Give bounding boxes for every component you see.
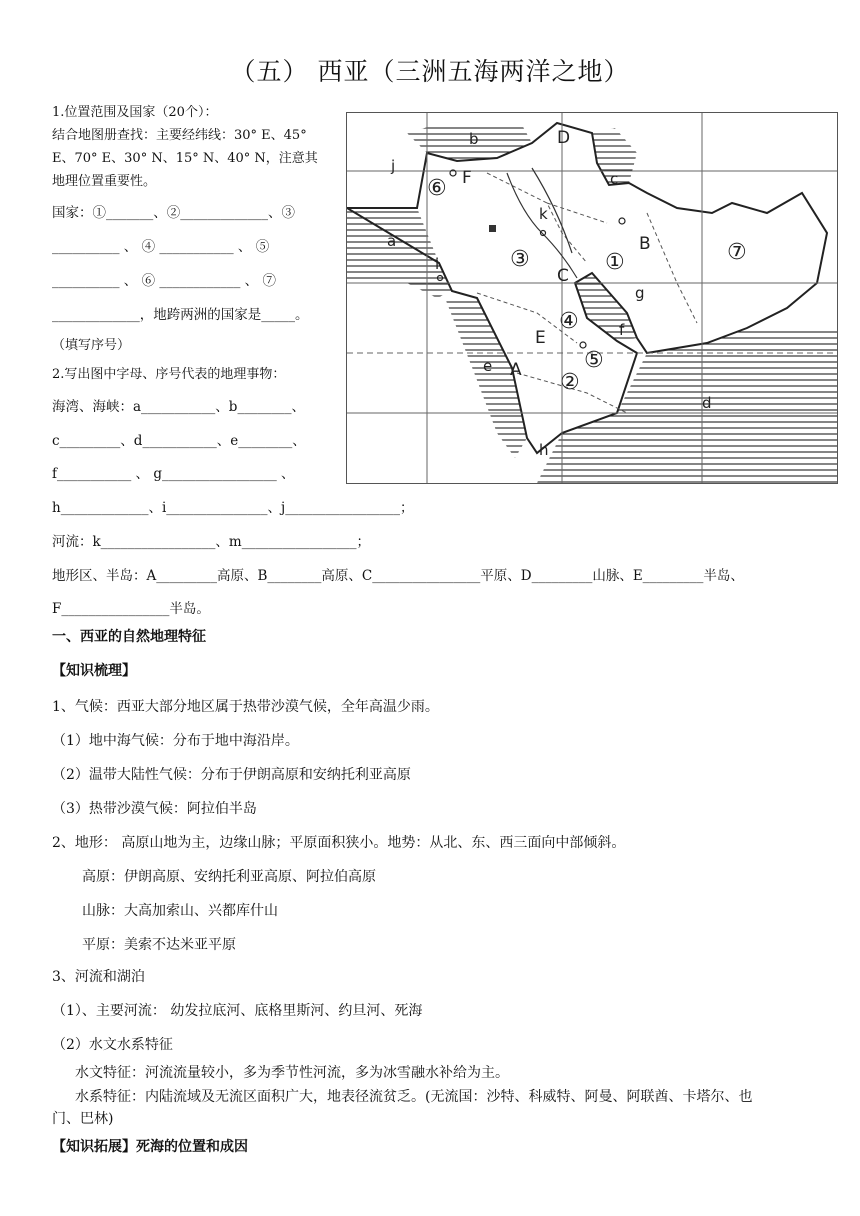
q2-terrain-line-2: F________________半岛。 — [52, 601, 210, 617]
system-line-1: 水系特征：内陆流域及无流区面积广大，地表径流贫乏。(无流国：沙特、科威特、阿曼、阿联酋、卡塔尔、也 — [75, 1089, 753, 1105]
knowledge-tag: 【知识梳理】 — [52, 663, 136, 679]
map-number-4: ④ — [559, 309, 579, 334]
hydro-line: 水文特征：河流流量较小，多为季节性河流，多为冰雪融水补给为主。 — [75, 1065, 509, 1081]
map-label-a: a — [387, 232, 397, 250]
map-label-i: i — [435, 255, 440, 273]
map-label-C: C — [557, 266, 569, 286]
q2-bays-line-4: h_____________、i_______________、j_________________； — [52, 500, 414, 516]
extension-heading — [52, 1136, 248, 1156]
plateau-line: 高原：伊朗高原、安纳托利亚高原、阿拉伯高原 — [82, 869, 376, 885]
map-label-F: F — [462, 168, 472, 188]
map-number-5: ⑤ — [584, 348, 604, 373]
extension-tag: 【知识拓展】 — [52, 1139, 136, 1155]
map-label-c: c — [610, 170, 619, 188]
rivers-item-2: （2）水文水系特征 — [52, 1037, 173, 1053]
map-label-A: A — [510, 360, 522, 380]
q1-intro-line-3: 地理位置重要性。 — [52, 174, 157, 189]
q1-countries-line-1: 国家：①_______、②_____________、③ — [52, 205, 295, 221]
map-label-g: g — [635, 284, 645, 302]
map-number-2: ② — [560, 370, 580, 395]
q1-note: （填写序号） — [52, 338, 131, 353]
map-label-b: b — [469, 130, 479, 148]
q1-countries-line-3: __________ 、 ⑥ ____________ 、 ⑦ — [52, 273, 276, 289]
map-number-6: ⑥ — [427, 176, 447, 201]
climate-item-3: （3）热带沙漠气候：阿拉伯半岛 — [52, 801, 257, 817]
map-number-1: ① — [605, 250, 625, 275]
q1-countries-line-4: _____________，地跨两洲的国家是_____。 — [52, 307, 309, 323]
q2-bays-line-2: c_________、d___________、e________、 — [52, 433, 306, 449]
q2-terrain-line-1: 地形区、半岛：A_________高原、B________高原、C________________平原、D_________山脉、E_________半岛、 — [52, 568, 744, 584]
section-1-heading: 一、西亚的自然地理特征 — [52, 629, 206, 645]
q2-bays-line-1: 海湾、海峡：a___________、b________、 — [52, 399, 305, 415]
sea-arabian — [537, 328, 837, 483]
q2-bays-line-3: f___________ 、 g_________________ 、 — [52, 466, 295, 482]
rivers-item-1: （1）、主要河流： 幼发拉底河、底格里斯河、约旦河、死海 — [52, 1003, 423, 1019]
west-asia-map — [346, 112, 838, 484]
mountain-line: 山脉：大高加索山、兴都库什山 — [82, 903, 278, 919]
map-label-d: d — [702, 394, 712, 412]
map-number-7: ⑦ — [727, 240, 747, 265]
map-number-3: ③ — [510, 247, 530, 272]
q1-countries-line-2: __________ 、 ④ ___________ 、 ⑤ — [52, 239, 270, 255]
climate-line: 1、气候：西亚大部分地区属于热带沙漠气候，全年高温少雨。 — [52, 699, 439, 715]
plain-line: 平原：美索不达米亚平原 — [82, 937, 236, 953]
sea-mediterranean — [347, 208, 452, 298]
map-label-e: e — [483, 357, 493, 375]
map-label-h: h — [539, 441, 549, 459]
map-label-k: k — [539, 205, 548, 223]
system-line-2: 门、巴林) — [52, 1111, 114, 1127]
map-label-D: D — [557, 128, 571, 148]
map-label-j: j — [391, 157, 396, 175]
map-label-E: E — [535, 328, 546, 348]
map-label-B: B — [639, 234, 651, 254]
q1-heading: 1.位置范围及国家（20个）： — [52, 105, 218, 120]
climate-item-2: （2）温带大陆性气候：分布于伊朗高原和安纳托利亚高原 — [52, 767, 411, 783]
climate-item-1: （1）地中海气候：分布于地中海沿岸。 — [52, 733, 299, 749]
terrain-line: 2、地形： 高原山地为主，边缘山脉；平原面积狭小。地势：从北、东、西三面向中部倾斜。 — [52, 835, 626, 851]
q2-heading: 2.写出图中字母、序号代表的地理事物： — [52, 367, 286, 382]
river-m — [532, 168, 572, 253]
rivers-heading: 3、河流和湖泊 — [52, 969, 145, 985]
q2-rivers-line: 河流：k_________________、m_________________； — [52, 534, 370, 550]
page-title: （五） 西亚（三洲五海两洋之地） — [230, 57, 630, 86]
q1-intro-line-2: E、70° E、30° N、15° N、40° N，注意其 — [52, 151, 318, 166]
extension-title: 死海的位置和成因 — [136, 1139, 248, 1155]
map-label-f: f — [619, 321, 625, 339]
q1-intro-line-1: 结合地图册查找：主要经纬线：30° E、45° — [52, 128, 307, 143]
